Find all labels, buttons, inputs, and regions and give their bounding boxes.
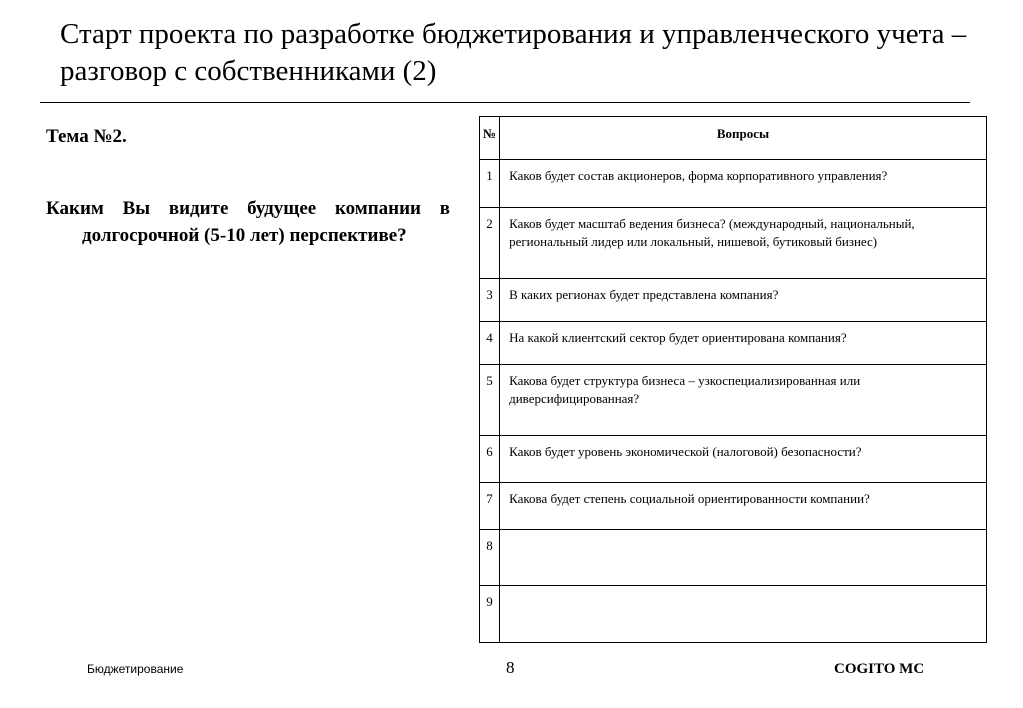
title-divider — [40, 102, 970, 103]
header-questions: Вопросы — [500, 117, 987, 160]
footer-course-name: Бюджетирование — [87, 662, 184, 676]
row-number: 7 — [480, 483, 500, 530]
slide-title: Старт проекта по разработке бюджетирования и управленческого учета – разговор с собственниками (2) — [60, 18, 967, 87]
row-number: 5 — [480, 365, 500, 436]
table-row — [480, 530, 987, 586]
row-question: На какой клиентский сектор будет ориентирована компания? — [500, 322, 987, 365]
row-question: Каков будет уровень экономической (налоговой) безопасности? — [500, 436, 987, 483]
row-question: Каков будет состав акционеров, форма корпоративного управления? — [500, 160, 987, 208]
main-question: Каким Вы видите будущее компании в долгосрочной (5-10 лет) перспективе? — [46, 198, 450, 246]
row-number: 9 — [480, 586, 500, 643]
row-question: Каков будет масштаб ведения бизнеса? (международный, национальный, региональный лидер или локальный, нишевой, бутиковый бизнес) — [500, 208, 987, 279]
table-row — [480, 279, 987, 322]
row-question — [500, 530, 987, 586]
header-number: № — [480, 117, 500, 160]
table-header-row — [480, 117, 987, 160]
row-number: 2 — [480, 208, 500, 279]
table-row — [480, 322, 987, 365]
row-question: Какова будет структура бизнеса – узкоспециализированная или диверсифицированная? — [500, 365, 987, 436]
footer-company-name: COGITO MC — [834, 661, 925, 677]
table-row — [480, 586, 987, 643]
footer-page-number: 8 — [506, 658, 515, 677]
table-row — [480, 483, 987, 530]
row-number: 4 — [480, 322, 500, 365]
table-row — [480, 160, 987, 208]
row-question: В каких регионах будет представлена компания? — [500, 279, 987, 322]
row-number: 6 — [480, 436, 500, 483]
topic-heading: Тема №2. — [46, 126, 127, 147]
table-row — [480, 436, 987, 483]
row-question — [500, 586, 987, 643]
row-number: 3 — [480, 279, 500, 322]
table-row — [480, 208, 987, 279]
row-number: 8 — [480, 530, 500, 586]
questions-table — [479, 116, 987, 643]
row-number: 1 — [480, 160, 500, 208]
row-question: Какова будет степень социальной ориентированности компании? — [500, 483, 987, 530]
table-row — [480, 365, 987, 436]
